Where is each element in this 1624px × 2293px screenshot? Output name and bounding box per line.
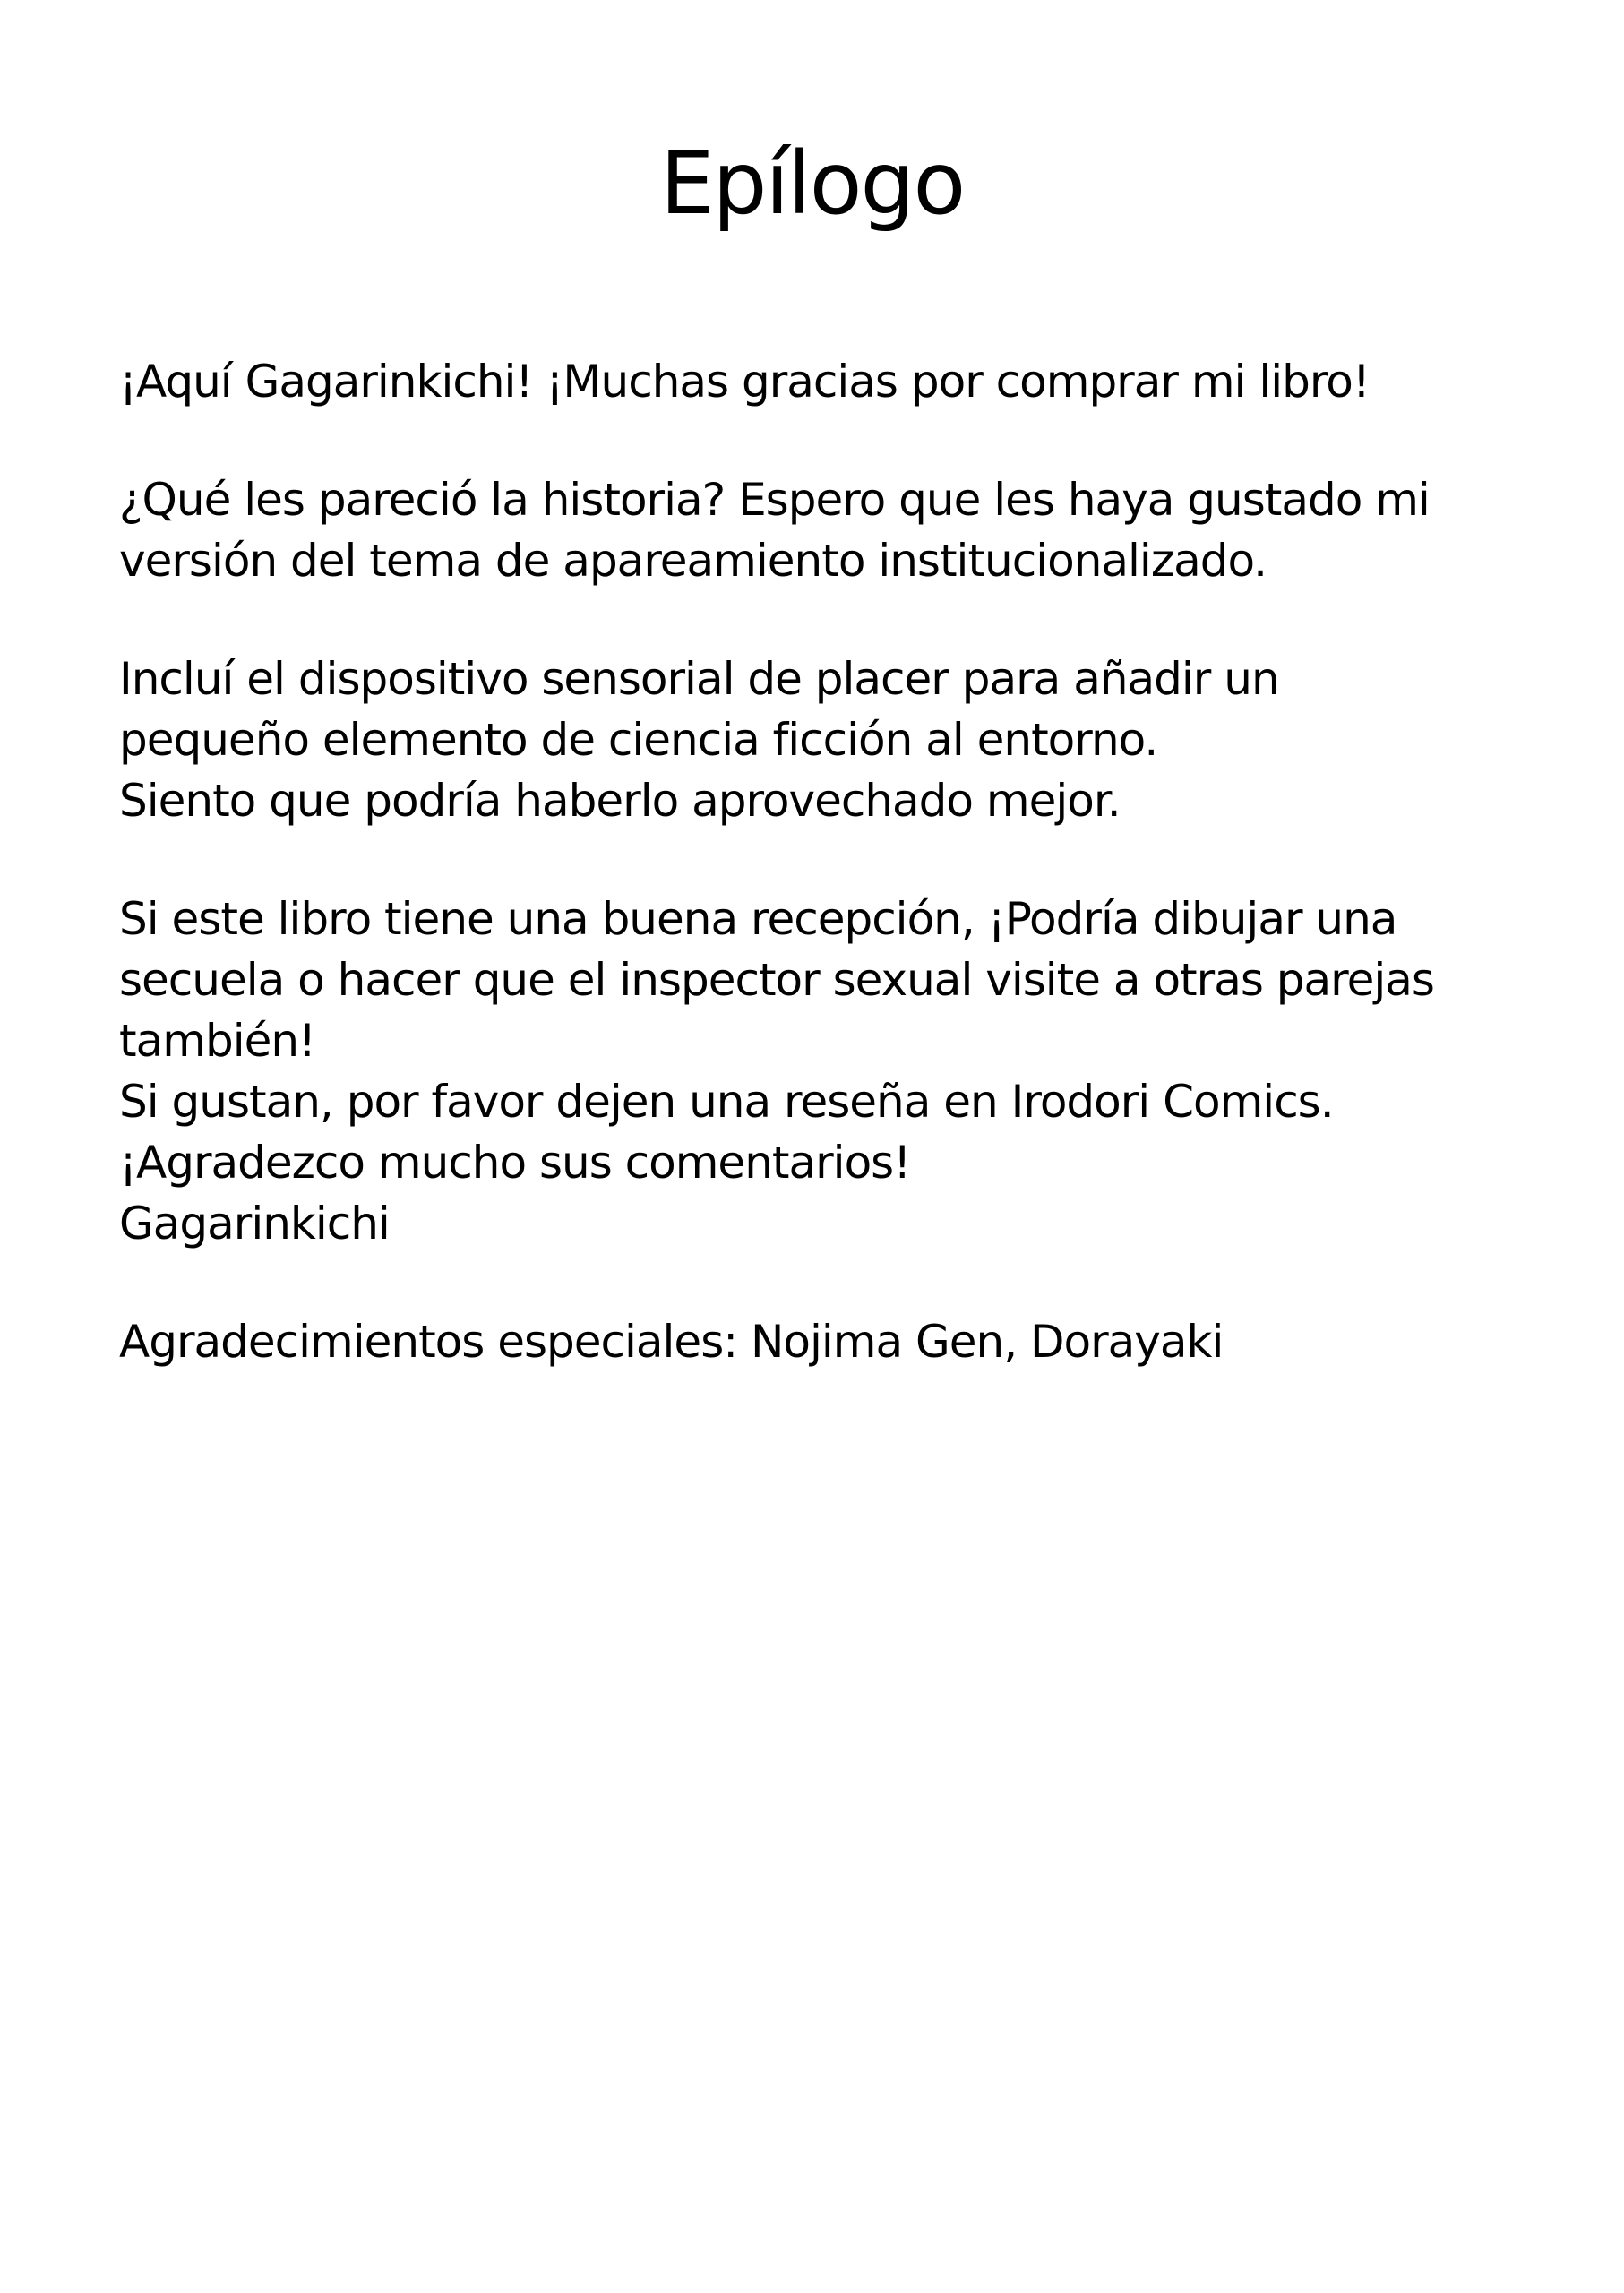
paragraph-scifi-device — [119, 648, 1534, 831]
text-line: también! — [119, 1015, 316, 1067]
text-line: Si este libro tiene una buena recepción, ¡Podría dibujar una — [119, 893, 1397, 945]
paragraph-story-question — [119, 469, 1534, 591]
text-line: versión del tema de apareamiento institucionalizado. — [119, 535, 1267, 587]
text-line: pequeño elemento de ciencia ficción al entorno. — [119, 714, 1158, 766]
text-line: ¡Aquí Gagarinkichi! ¡Muchas gracias por comprar mi libro! — [119, 356, 1370, 408]
text-line: Incluí el dispositivo sensorial de placer para añadir un — [119, 653, 1279, 705]
paragraph-special-thanks — [119, 1311, 1534, 1372]
text-line: secuela o hacer que el inspector sexual visite a otras parejas — [119, 954, 1434, 1006]
text-line: Siento que podría haberlo aprovechado mejor. — [119, 775, 1121, 827]
paragraph-sequel-request — [119, 889, 1534, 1254]
text-line: ¡Agradezco mucho sus comentarios! — [119, 1137, 911, 1189]
special-thanks-line: Agradecimientos especiales: Nojima Gen, Dorayaki — [119, 1316, 1224, 1368]
epilogue-text — [119, 351, 1534, 1430]
paragraph-greeting — [119, 351, 1534, 412]
text-line: Si gustan, por favor dejen una reseña en Irodori Comics. — [119, 1076, 1334, 1128]
page-title: Epílogo — [659, 133, 965, 234]
text-line: ¿Qué les pareció la historia? Espero que les haya gustado mi — [119, 474, 1430, 526]
author-signature: Gagarinkichi — [119, 1198, 390, 1250]
